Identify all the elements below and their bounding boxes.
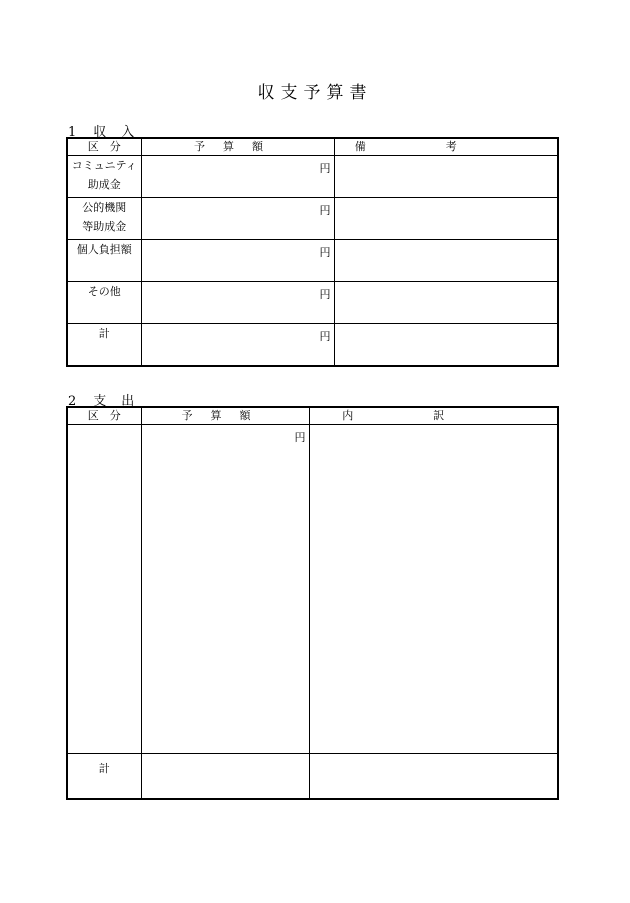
expense-total-row bbox=[67, 754, 558, 800]
expense-total-details-cell[interactable] bbox=[309, 754, 558, 800]
income-col-budget-label: 予算額 bbox=[194, 140, 281, 153]
income-budget-cell[interactable]: 円 bbox=[141, 156, 334, 198]
expense-details-cell[interactable] bbox=[309, 425, 558, 754]
income-category-cell bbox=[67, 156, 141, 198]
expense-total-label: 計 bbox=[67, 754, 141, 800]
income-category-cell bbox=[67, 198, 141, 240]
income-category-line2: 助成金 bbox=[87, 178, 121, 191]
expense-header-row bbox=[67, 407, 558, 425]
income-category-cell bbox=[67, 324, 141, 367]
income-category-cell bbox=[67, 282, 141, 324]
income-col-budget bbox=[141, 138, 334, 156]
expense-heading-word-2: 出 bbox=[121, 394, 136, 409]
expense-budget-cell[interactable]: 円 bbox=[141, 425, 309, 754]
expense-body-row bbox=[67, 425, 558, 754]
income-heading-number: 1 bbox=[68, 125, 78, 140]
income-budget-cell[interactable]: 円 bbox=[141, 240, 334, 282]
income-remarks-cell[interactable] bbox=[334, 240, 558, 282]
expense-col-category: 区 分 bbox=[67, 407, 141, 425]
income-row-other bbox=[67, 282, 558, 324]
income-heading-word-1: 収 bbox=[93, 125, 108, 140]
income-heading-word-2: 入 bbox=[121, 125, 136, 140]
expense-category-cell[interactable] bbox=[67, 425, 141, 754]
income-category-line1: 個人負担額 bbox=[76, 243, 132, 256]
expense-table bbox=[66, 406, 559, 800]
expense-col-budget-label: 予算額 bbox=[181, 409, 269, 422]
income-category-cell bbox=[67, 240, 141, 282]
income-budget-cell[interactable]: 円 bbox=[141, 324, 334, 367]
expense-col-details-label: 内訳 bbox=[342, 409, 525, 422]
expense-heading-number: 2 bbox=[68, 394, 78, 409]
income-remarks-cell[interactable] bbox=[334, 324, 558, 367]
income-budget-cell[interactable]: 円 bbox=[141, 282, 334, 324]
income-col-remarks bbox=[334, 138, 558, 156]
income-category-line1: コミュニティ bbox=[71, 159, 137, 172]
income-header-row bbox=[67, 138, 558, 156]
expense-col-details bbox=[309, 407, 558, 425]
income-remarks-cell[interactable] bbox=[334, 282, 558, 324]
income-total-label: 計 bbox=[98, 327, 110, 340]
income-budget-cell[interactable]: 円 bbox=[141, 198, 334, 240]
income-remarks-cell[interactable] bbox=[334, 156, 558, 198]
income-table bbox=[66, 137, 559, 367]
expense-heading-word-1: 支 bbox=[93, 394, 108, 409]
income-col-category: 区 分 bbox=[67, 138, 141, 156]
income-remarks-cell[interactable] bbox=[334, 198, 558, 240]
income-row-public bbox=[67, 198, 558, 240]
expense-total-budget-cell[interactable] bbox=[141, 754, 309, 800]
income-col-remarks-label: 備考 bbox=[354, 140, 537, 153]
income-category-line1: 公的機関 bbox=[82, 201, 127, 214]
expense-col-budget bbox=[141, 407, 309, 425]
income-row-total bbox=[67, 324, 558, 367]
page-title: 収支予算書 bbox=[257, 83, 373, 103]
income-category-line1: その他 bbox=[87, 285, 121, 298]
income-row-community bbox=[67, 156, 558, 198]
income-category-line2: 等助成金 bbox=[82, 220, 127, 233]
income-row-personal bbox=[67, 240, 558, 282]
